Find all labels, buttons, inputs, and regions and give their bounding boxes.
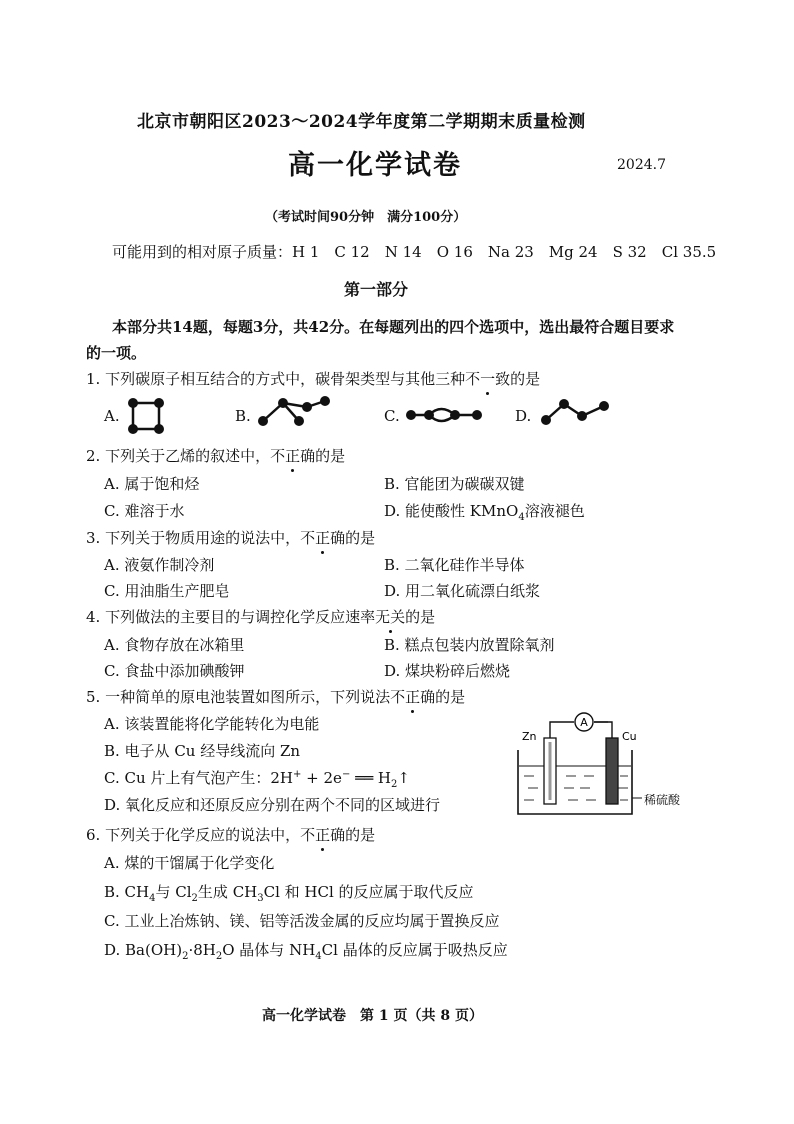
question-1-stem	[86, 368, 540, 389]
acid-label: 稀硫酸	[644, 793, 681, 807]
emphasis-text: 不正确	[300, 529, 346, 547]
option-text: 溶液褪色	[524, 502, 585, 520]
q1-option-c-label: C.	[384, 407, 400, 425]
q4-option-c: C. 食盐中添加碘酸钾	[104, 662, 245, 680]
q6-option-b	[104, 881, 474, 904]
subscript: 2	[191, 893, 198, 904]
copper-electrode	[606, 738, 618, 804]
stem-text: 5. 一种简单的原电池装置如图所示，下列说法	[86, 688, 391, 706]
stem-text: 4. 下列做法的主要目的与调控化学反应速率	[86, 608, 376, 626]
q4-option-a: A. 食物存放在冰箱里	[104, 636, 245, 654]
q1-option-b-label: B.	[235, 407, 251, 425]
q1-c-carbon-chain-diagram	[403, 400, 487, 430]
q4-option-d: D. 煤块粉碎后燃烧	[384, 662, 511, 680]
part-intro-line1: 本部分共14题，每题3分，共42分。在每题列出的四个选项中，选出最符合题目要求	[112, 318, 675, 336]
emphasis-text: 无关	[375, 608, 406, 626]
q6-option-c: C. 工业上冶炼钠、镁、铝等活泼金属的反应均属于置换反应	[104, 912, 500, 930]
question-4-stem	[86, 606, 435, 627]
q5-option-a: A. 该装置能将化学能转化为电能	[104, 715, 320, 733]
q1-a-carbon-ring-diagram	[122, 392, 170, 440]
option-text: + 2e	[301, 769, 342, 787]
emphasis-text: 不正确	[300, 826, 346, 844]
emphasis-text: 不正确	[270, 447, 316, 465]
subscript: 4	[518, 512, 525, 523]
question-6-stem	[86, 824, 375, 845]
stem-text: 2. 下列关于乙烯的叙述中，	[86, 447, 271, 465]
option-text: Cl 和 HCl 的反应属于取代反应	[263, 883, 474, 901]
subscript: 3	[257, 893, 264, 904]
zn-label: Zn	[522, 730, 537, 743]
question-5-stem	[86, 686, 465, 707]
q2-option-c: C. 难溶于水	[104, 502, 185, 520]
q6-option-a: A. 煤的干馏属于化学变化	[104, 854, 275, 872]
subscript: 2	[182, 951, 189, 962]
option-text: 与 Cl	[155, 883, 192, 901]
emphasis-text: 不一致	[465, 370, 511, 388]
region-title: 北京市朝阳区2023～2024学年度第二学期期末质量检测	[137, 112, 586, 132]
option-text: Cl 晶体的反应属于吸热反应	[321, 941, 508, 959]
stem-text: 的是	[345, 529, 376, 547]
stem-text: 3. 下列关于物质用途的说法中，	[86, 529, 301, 547]
q3-option-d: D. 用二氧化硫漂白纸浆	[384, 582, 541, 600]
cu-label: Cu	[622, 730, 637, 743]
question-3-stem	[86, 527, 375, 548]
q5-option-c	[104, 767, 410, 790]
option-text: D. 能使酸性 KMnO	[384, 502, 519, 520]
exam-duration: （考试时间90分钟 满分100分）	[265, 210, 467, 225]
option-text: ·8H	[188, 941, 216, 959]
subscript: 2	[391, 779, 398, 790]
stem-text: 1. 下列碳原子相互结合的方式中，碳骨架类型与其他三种	[86, 370, 466, 388]
atomic-masses: 可能用到的相对原子质量：H 1 C 12 N 14 O 16 Na 23 Mg 24 S 32 Cl 35.5	[112, 243, 717, 261]
exam-title: 高一化学试卷	[288, 150, 462, 181]
stem-text: 的是	[315, 447, 346, 465]
q3-option-a: A. 液氨作制冷剂	[104, 556, 215, 574]
stem-text: 的是	[435, 688, 466, 706]
q1-option-a-label: A.	[104, 407, 120, 425]
q1-d-carbon-chain-diagram	[538, 394, 618, 430]
ammeter-label: A	[580, 716, 588, 729]
subscript: 4	[315, 951, 322, 962]
q3-option-c: C. 用油脂生产肥皂	[104, 582, 230, 600]
q3-option-b: B. 二氧化硅作半导体	[384, 556, 525, 574]
page-footer: 高一化学试卷 第 1 页（共 8 页）	[262, 1008, 483, 1024]
superscript: +	[293, 769, 302, 780]
question-2-stem	[86, 445, 345, 466]
option-text: ══ H	[350, 769, 392, 787]
stem-text: 的是	[405, 608, 436, 626]
option-text: O 晶体与 NH	[222, 941, 316, 959]
q5-option-d: D. 氧化反应和还原反应分别在两个不同的区域进行	[104, 796, 441, 814]
stem-text: 的是	[510, 370, 541, 388]
exam-date: 2024.7	[617, 157, 666, 173]
q2-option-b: B. 官能团为碳碳双键	[384, 475, 525, 493]
option-text: B. CH	[104, 883, 150, 901]
q1-b-carbon-chain-diagram	[255, 393, 335, 433]
subscript: 2	[215, 951, 223, 962]
part-intro-line2: 的一项。	[86, 344, 147, 362]
stem-text: 的是	[345, 826, 376, 844]
superscript: −	[341, 769, 351, 780]
subscript: 4	[149, 893, 156, 904]
stem-text: 6. 下列关于化学反应的说法中，	[86, 826, 301, 844]
q2-option-a: A. 属于饱和烃	[104, 475, 200, 493]
part-title: 第一部分	[344, 280, 409, 299]
q5-option-b: B. 电子从 Cu 经导线流向 Zn	[104, 742, 301, 760]
emphasis-text: 不正确	[390, 688, 436, 706]
q4-option-b: B. 糕点包装内放置除氧剂	[384, 636, 555, 654]
q6-option-d	[104, 939, 508, 962]
q1-option-d-label: D.	[515, 407, 532, 425]
q2-option-d	[384, 500, 585, 523]
option-text: ↑	[397, 769, 410, 787]
option-text: D. Ba(OH)	[104, 941, 183, 959]
option-text: C. Cu 片上有气泡产生：2H	[104, 769, 294, 787]
option-text: 生成 CH	[197, 883, 258, 901]
